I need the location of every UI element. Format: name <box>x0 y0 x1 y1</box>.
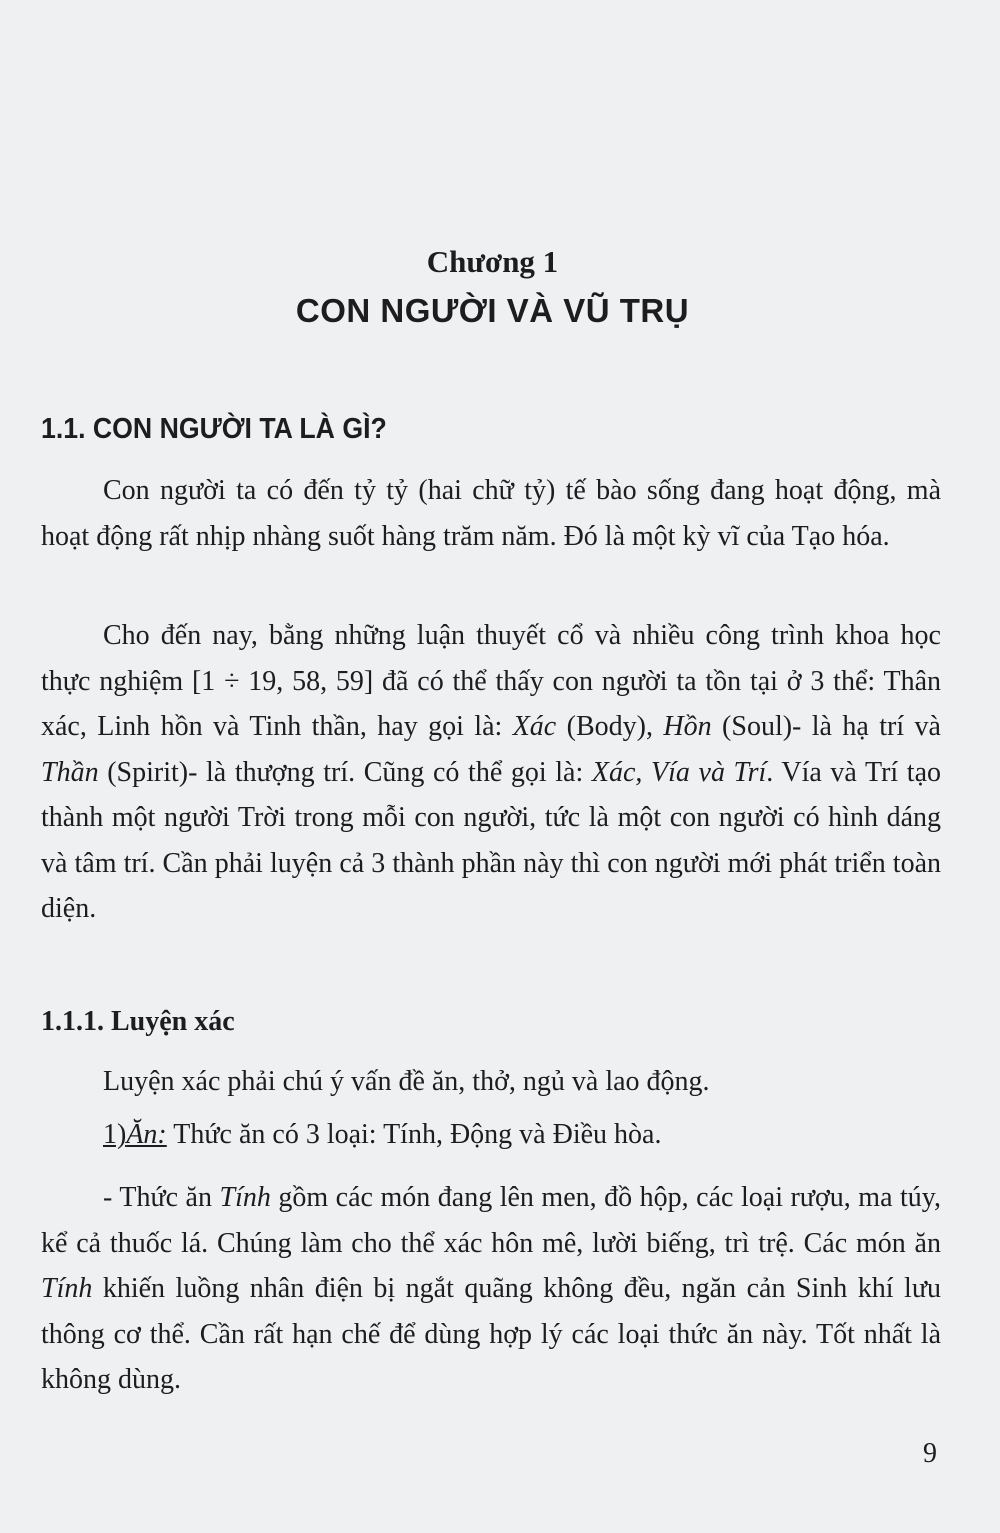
text-run: (Body), <box>556 711 664 742</box>
list-item-eating <box>41 1112 941 1158</box>
term-spirit: Thần <box>41 756 99 788</box>
term-tinh: Tính <box>41 1273 93 1304</box>
paragraph-static-food <box>41 1175 941 1403</box>
term-body: Xác <box>512 711 557 742</box>
paragraph-text: Luyện xác phải chú ý vấn đề ăn, thở, ngủ và lao động. <box>103 1066 710 1097</box>
item-number: 1) <box>103 1119 127 1150</box>
text-run: (Soul)- là hạ trí và <box>711 711 941 742</box>
paragraph-text: Con người ta có đến tỷ tỷ (hai chữ tỷ) tế bào sống đang hoạt động, mà hoạt động rất nhịp nhàng suốt hàng trăm năm. Đó là một kỳ vĩ của Tạo hóa. <box>41 475 941 552</box>
term-tinh: Tính <box>219 1182 271 1213</box>
term-triad: Xác, Vía và Trí <box>591 756 767 788</box>
term-soul: Hồn <box>663 711 712 742</box>
text-run: - Thức ăn <box>103 1182 220 1213</box>
text-run: (Spirit)- là thượng trí. Cũng có thể gọi là: <box>98 756 592 788</box>
chapter-label: Chương 1 <box>426 244 559 279</box>
paragraph-intro <box>41 468 941 559</box>
paragraph-three-bodies <box>41 613 941 932</box>
text-run: . Vía và Trí tạo thành một người Trời trong mỗi con người, tức là một con người có hình dáng và tâm trí. Cần phải luyện cả 3 thành phần này thì con người mới phát triển toàn diện. <box>41 756 941 924</box>
paragraph-training <box>41 1059 941 1105</box>
page-number: 9 <box>923 1438 937 1469</box>
text-run: gồm các món đang lên men, đồ hộp, các loại rượu, ma túy, kể cả thuốc lá. Chúng làm cho thể xác hôn mê, lười biếng, trì trệ. Các món ăn <box>41 1182 941 1259</box>
section-heading: 1.1. CON NGƯỜI TA LÀ GÌ? <box>41 413 387 445</box>
subsection-heading: 1.1.1. Luyện xác <box>41 1006 235 1037</box>
text-run: khiến luồng nhân điện bị ngắt quãng không đều, ngăn cản Sinh khí lưu thông cơ thể. Cần rất hạn chế để dùng hợp lý các loại thức ăn này. Tốt nhất là không dùng. <box>41 1273 941 1395</box>
chapter-title: CON NGƯỜI VÀ VŨ TRỤ <box>295 292 690 329</box>
item-text: Thức ăn có 3 loại: Tính, Động và Điều hòa. <box>166 1119 662 1150</box>
text-run: Cho đến nay, bằng những luận thuyết cổ và nhiều công trình khoa học thực nghiệm [1 ÷ 19, 58, 59] đã có thể thấy con người ta tồn tại ở 3 thể: Thân xác, Linh hồn và Tinh thần, hay gọi là: <box>41 620 941 742</box>
item-term: Ăn: <box>126 1119 167 1150</box>
